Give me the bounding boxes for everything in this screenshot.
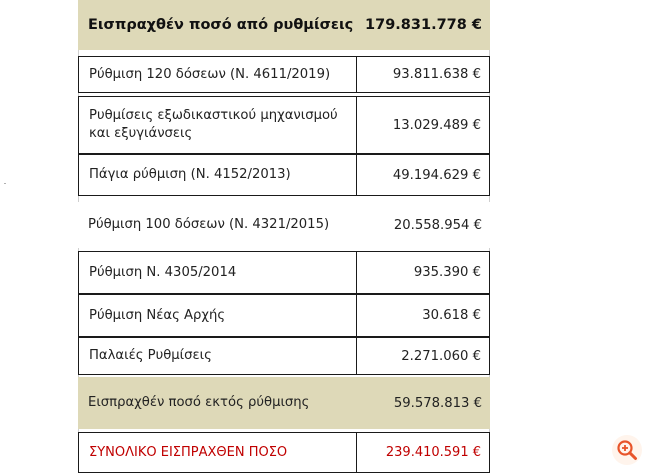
total-label: ΣΥΝΟΛΙΚΟ ΕΙΣΠΡΑΧΘΕΝ ΠΟΣΟ xyxy=(79,433,357,472)
row-value: 20.558.954 € xyxy=(393,217,482,233)
header-label: Εισπραχθέν ποσό από ρυθμίσεις xyxy=(88,17,354,33)
row-label: Ρύθμιση Ν. 4305/2014 xyxy=(79,252,357,293)
row-label: Παλαιές Ρυθμίσεις xyxy=(79,338,357,374)
outside-label: Εισπραχθέν ποσό εκτός ρύθμισης xyxy=(88,395,310,410)
row-value: 2.271.060 € xyxy=(401,348,481,364)
outside-settlement-row xyxy=(78,377,490,429)
row-value: 93.811.638 € xyxy=(392,67,481,82)
row-value: 13.029.489 € xyxy=(392,117,481,133)
table-row xyxy=(78,96,490,154)
row-label: Ρυθμίσεις εξωδικαστικού μηχανισμού και εξυγιάνσεις xyxy=(79,97,357,153)
row-value: 30.618 € xyxy=(422,308,481,323)
table-row xyxy=(78,202,490,248)
table-row xyxy=(78,154,490,196)
zoom-in-icon xyxy=(616,439,638,461)
table-row xyxy=(78,251,490,294)
table-row xyxy=(78,337,490,375)
row-value: 49.194.629 € xyxy=(392,167,481,183)
row-label: Ρύθμιση 120 δόσεων (Ν. 4611/2019) xyxy=(79,57,357,92)
collections-table xyxy=(78,0,490,473)
table-row xyxy=(78,56,490,93)
total-row xyxy=(78,432,490,473)
row-value: 935.390 € xyxy=(413,265,481,280)
header-value: 179.831.778 € xyxy=(365,17,482,33)
total-value: 239.410.591 € xyxy=(385,445,481,460)
row-label: Ρύθμιση 100 δόσεων (Ν. 4321/2015) xyxy=(88,217,330,232)
table-row xyxy=(78,294,490,337)
row-label: Ρύθμιση Νέας Αρχής xyxy=(79,295,357,336)
row-label: Πάγια ρύθμιση (Ν. 4152/2013) xyxy=(79,155,357,195)
outside-value: 59.578.813 € xyxy=(393,395,482,411)
header-row xyxy=(78,0,490,50)
zoom-in-button[interactable] xyxy=(612,435,642,465)
edge-mark xyxy=(4,183,6,184)
